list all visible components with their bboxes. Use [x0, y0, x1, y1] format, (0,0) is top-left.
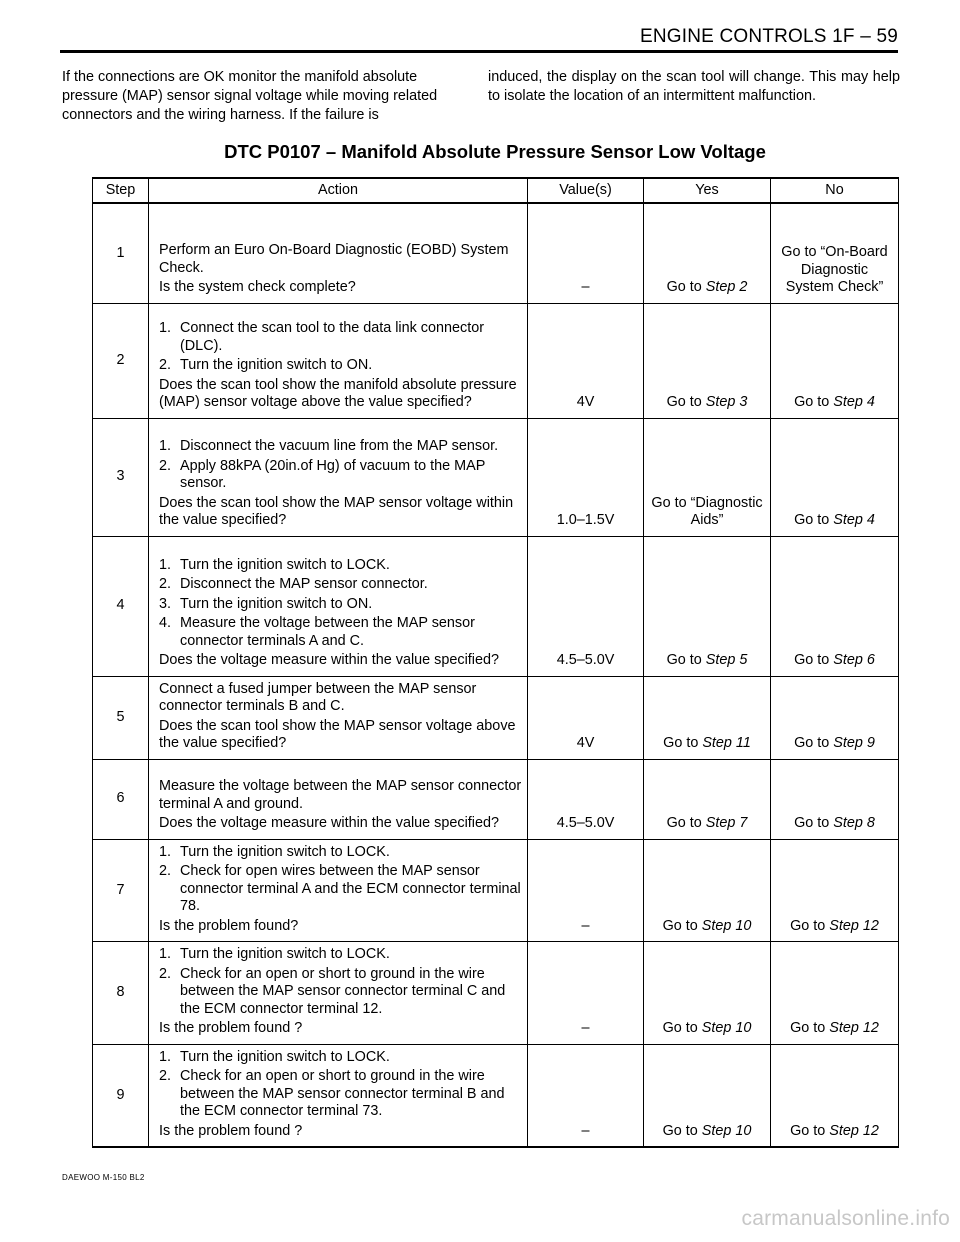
action-step-item: [159, 1049, 523, 1067]
value-cell: –: [528, 839, 644, 942]
step-number: 7: [93, 839, 149, 942]
yes-cell: [644, 942, 771, 1045]
action-question: Does the scan tool show the manifold absolute pressure (MAP) sensor voltage above the value specified?: [159, 376, 517, 410]
yes-cell: [644, 536, 771, 676]
action-cell: [149, 536, 528, 676]
cell-text: Go to “On-Board Diagnostic System Check”: [781, 244, 888, 295]
action-step-text: Turn the ignition switch to ON.: [180, 357, 373, 373]
action-cell: [149, 1044, 528, 1147]
watermark: carmanualsonline.info: [741, 1207, 950, 1230]
goto-step-label: Step 11: [702, 735, 751, 751]
goto-reference: Go to Step 12: [790, 917, 879, 934]
table-row: [93, 303, 899, 418]
action-text: Does the voltage measure within the value specified?: [159, 815, 499, 831]
goto-step-label: Step 12: [829, 1122, 879, 1139]
action-step-number: 2.: [159, 576, 172, 592]
action-question: Is the problem found ?: [159, 1020, 303, 1036]
value-cell: –: [528, 942, 644, 1045]
action-step-text: Check for open wires between the MAP sensor connector terminal A and the ECM connector terminal 78.: [180, 863, 521, 914]
action-step-number: 1.: [159, 843, 172, 860]
goto-step-label: Step 9: [833, 735, 875, 751]
action-text: Does the scan tool show the MAP sensor voltage above the value specified?: [159, 717, 516, 751]
action-step-text: Disconnect the MAP sensor connector.: [180, 576, 428, 592]
yes-cell: [644, 203, 771, 303]
table-row: [93, 839, 899, 942]
action-cell: [149, 303, 528, 418]
yes-cell: [644, 759, 771, 839]
goto-reference: Go to Step 7: [666, 815, 748, 831]
no-cell: [771, 759, 899, 839]
goto-reference: Go to Step 6: [794, 652, 875, 668]
action-text: Perform an Euro On-Board Diagnostic (EOBD) System Check.: [159, 242, 509, 276]
value-cell: 4.5–5.0V: [528, 759, 644, 839]
action-step-number: 3.: [159, 595, 172, 612]
action-step-text: Turn the ignition switch to LOCK.: [180, 946, 390, 962]
goto-step-label: Step 10: [701, 917, 752, 934]
goto-step-label: Step 3: [705, 394, 748, 410]
goto-reference: Go to Step 8: [794, 815, 875, 831]
diagnostic-table: [92, 177, 899, 1148]
goto-reference: Go to Step 10: [662, 1122, 752, 1139]
goto-step-label: Step 5: [705, 652, 748, 668]
value-cell: 4V: [528, 676, 644, 759]
action-question: Does the voltage measure within the value specified?: [159, 652, 499, 668]
footer-code: DAEWOO M-150 BL2: [62, 1173, 145, 1182]
yes-cell: [644, 303, 771, 418]
column-header-step: Step: [93, 178, 149, 203]
action-question: Is the problem found?: [159, 917, 299, 934]
action-step-item: [159, 966, 523, 1019]
action-step-text: Check for an open or short to ground in the wire between the MAP sensor connector terminal C and the ECM connector terminal 12.: [180, 965, 506, 1017]
goto-reference: Go to Step 4: [794, 512, 875, 528]
dtc-title: DTC P0107 – Manifold Absolute Pressure Sensor Low Voltage: [224, 141, 766, 162]
action-step-number: 1.: [159, 946, 172, 962]
action-step-text: Apply 88kPA (20in.of Hg) of vacuum to the MAP sensor.: [180, 457, 486, 491]
action-step-text: Turn the ignition switch to LOCK.: [180, 556, 390, 573]
intro-text-right: induced, the display on the scan tool will change. This may help to isolate the location of an intermittent malfunction.: [488, 69, 900, 104]
action-text: Measure the voltage between the MAP sensor connector terminal A and ground.: [159, 778, 522, 812]
action-question: Does the scan tool show the MAP sensor voltage within the value specified?: [159, 494, 514, 528]
step-number: 4: [93, 536, 149, 676]
goto-step-label: Step 8: [833, 815, 875, 831]
step-number: 5: [93, 676, 149, 759]
action-step-text: Disconnect the vacuum line from the MAP sensor.: [180, 438, 499, 454]
goto-reference: Go to Step 12: [790, 1122, 879, 1139]
action-cell: [149, 418, 528, 536]
action-step-text: Check for an open or short to ground in the wire between the MAP sensor connector terminal B and the ECM connector terminal 73.: [180, 1068, 505, 1119]
action-step-item: [159, 863, 523, 916]
action-step-item: [159, 596, 523, 614]
no-cell: [771, 1044, 899, 1147]
action-step-item: [159, 557, 523, 575]
goto-step-label: Step 2: [705, 279, 748, 295]
no-cell: [771, 203, 899, 303]
no-cell: [771, 536, 899, 676]
action-cell: [149, 676, 528, 759]
action-step-item: [159, 1068, 523, 1121]
goto-reference: Go to Step 12: [790, 1020, 879, 1036]
goto-reference: Go to Step 10: [662, 917, 752, 934]
action-cell: [149, 942, 528, 1045]
action-step-number: 2.: [159, 965, 172, 982]
action-step-text: Turn the ignition switch to ON.: [180, 595, 373, 612]
yes-cell: [644, 418, 771, 536]
goto-reference: Go to Step 10: [662, 1020, 752, 1036]
goto-step-label: Step 12: [829, 1020, 879, 1036]
action-step-item: [159, 438, 523, 456]
action-step-number: 2.: [159, 863, 172, 879]
action-step-item: [159, 357, 523, 375]
step-number: 3: [93, 418, 149, 536]
step-number: 8: [93, 942, 149, 1045]
intro-text-left: If the connections are OK monitor the manifold absolute pressure (MAP) sensor signal voltage while moving related connectors and the wiring harness. If the failure is: [62, 69, 438, 123]
column-header-action: Action: [149, 178, 528, 203]
action-cell: [149, 759, 528, 839]
step-number: 6: [93, 759, 149, 839]
action-step-item: [159, 844, 523, 862]
goto-step-label: Step 4: [833, 512, 875, 528]
table-row: [93, 759, 899, 839]
column-header-yes: Yes: [644, 178, 771, 203]
no-cell: [771, 676, 899, 759]
page-header: ENGINE CONTROLS 1F – 59: [639, 26, 898, 47]
step-number: 2: [93, 303, 149, 418]
value-cell: –: [528, 1044, 644, 1147]
goto-reference: Go to Step 2: [666, 279, 748, 295]
table-row: [93, 1044, 899, 1147]
yes-cell: [644, 1044, 771, 1147]
action-step-text: Turn the ignition switch to LOCK.: [180, 843, 390, 860]
cell-text: Go to “Diagnostic Aids”: [651, 494, 763, 528]
action-text: Is the system check complete?: [159, 279, 356, 295]
action-question: Is the problem found ?: [159, 1122, 303, 1139]
action-step-number: 1.: [159, 1048, 172, 1065]
action-text: Connect a fused jumper between the MAP sensor connector terminals B and C.: [159, 680, 477, 714]
value-cell: 1.0–1.5V: [528, 418, 644, 536]
step-number: 9: [93, 1044, 149, 1147]
goto-step-label: Step 7: [705, 815, 748, 831]
goto-step-label: Step 4: [833, 394, 875, 410]
yes-cell: [644, 676, 771, 759]
action-step-number: 2.: [159, 457, 172, 474]
action-step-item: [159, 615, 523, 650]
column-header-no: No: [771, 178, 899, 203]
action-step-number: 1.: [159, 556, 172, 573]
action-step-item: [159, 458, 523, 493]
action-step-text: Connect the scan tool to the data link connector (DLC).: [180, 320, 484, 354]
goto-step-label: Step 10: [701, 1122, 752, 1139]
action-step-text: Measure the voltage between the MAP sensor connector terminals A and C.: [180, 615, 475, 649]
action-step-number: 2.: [159, 357, 172, 373]
action-cell: [149, 203, 528, 303]
goto-reference: Go to Step 5: [666, 652, 748, 668]
table-row: [93, 536, 899, 676]
header-rule: [60, 50, 898, 53]
goto-reference: Go to Step 3: [666, 394, 748, 410]
action-step-item: [159, 946, 523, 964]
table-body: [93, 203, 899, 1147]
table-row: [93, 203, 899, 303]
goto-step-label: Step 12: [829, 917, 879, 934]
goto-reference: Go to Step 11: [663, 735, 751, 751]
action-step-number: 2.: [159, 1068, 172, 1084]
action-cell: [149, 839, 528, 942]
no-cell: [771, 942, 899, 1045]
action-step-text: Turn the ignition switch to LOCK.: [180, 1048, 390, 1065]
table-row: [93, 942, 899, 1045]
no-cell: [771, 839, 899, 942]
action-step-item: [159, 320, 523, 355]
value-cell: 4V: [528, 303, 644, 418]
no-cell: [771, 418, 899, 536]
goto-step-label: Step 10: [701, 1020, 752, 1036]
goto-step-label: Step 6: [833, 652, 875, 668]
no-cell: [771, 303, 899, 418]
table-header-row: [93, 178, 899, 203]
column-header-values: Value(s): [528, 178, 644, 203]
goto-reference: Go to Step 4: [794, 394, 875, 410]
action-step-number: 1.: [159, 320, 172, 336]
value-cell: –: [528, 203, 644, 303]
value-cell: 4.5–5.0V: [528, 536, 644, 676]
yes-cell: [644, 839, 771, 942]
step-number: 1: [93, 203, 149, 303]
goto-reference: Go to Step 9: [794, 735, 875, 751]
action-step-number: 1.: [159, 438, 172, 454]
action-step-item: [159, 576, 523, 594]
table-row: [93, 676, 899, 759]
table-row: [93, 418, 899, 536]
action-step-number: 4.: [159, 615, 172, 631]
